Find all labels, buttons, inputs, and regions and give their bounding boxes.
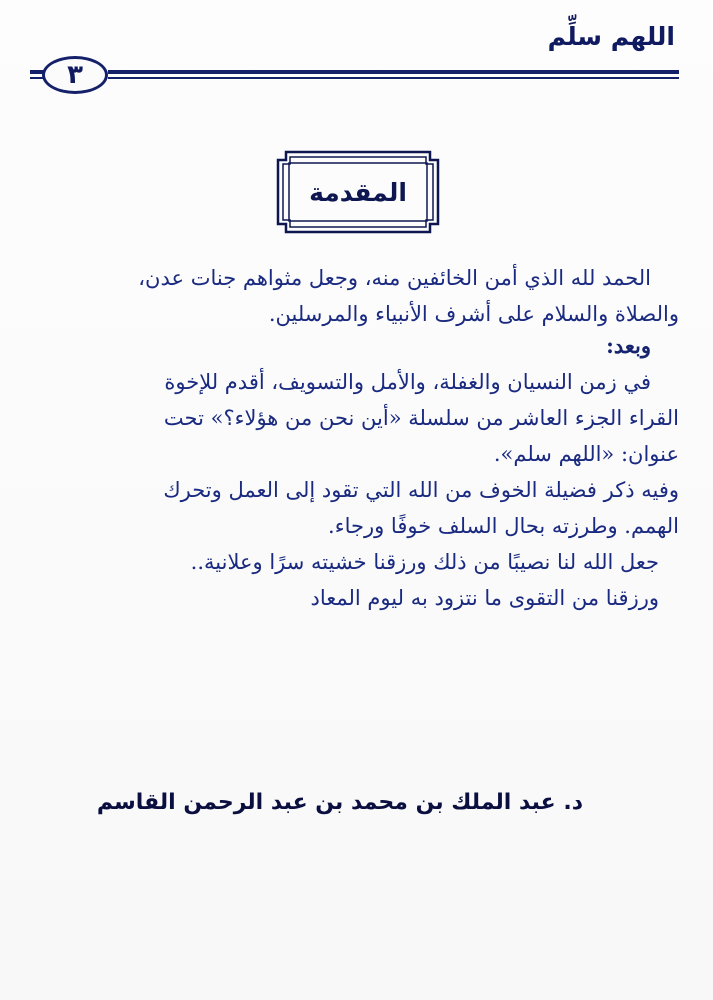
body-line-10: ورزقنا من التقوى ما نتزود به ليوم المعاد [310, 586, 659, 610]
running-title: اللهم سلِّم [547, 22, 675, 51]
section-title: المقدمة [309, 177, 407, 207]
body-line-1: الحمد لله الذي أمن الخائفين منه، وجعل مثواهم جنات عدن، [138, 266, 651, 290]
header-rule-thin [108, 77, 679, 79]
body-line-7: وفيه ذكر فضيلة الخوف من الله التي تقود إلى العمل وتحرك [163, 478, 679, 502]
body-line-5: القراء الجزء العاشر من سلسلة «أين نحن من هؤلاء؟» تحت [163, 406, 679, 430]
body-line-9: جعل الله لنا نصيبًا من ذلك ورزقنا خشيته سرًا وعلانية.. [190, 550, 659, 574]
body-line-3: وبعد: [606, 333, 651, 358]
body-line-6: عنوان: «اللهم سلم». [493, 442, 679, 466]
body-line-8: الهمم. وطرزته بحال السلف خوفًا ورجاء. [328, 514, 679, 538]
body-text [34, 262, 679, 614]
body-line-2: والصلاة والسلام على أشرف الأنبياء والمرسلين. [268, 302, 679, 326]
author-signature: د. عبد الملك بن محمد بن عبد الرحمن القاسم [96, 790, 583, 815]
section-title-frame [276, 150, 440, 234]
page-number: ٣ [42, 56, 108, 94]
header-rule-thick [108, 70, 679, 74]
body-line-4: في زمن النسيان والغفلة، والأمل والتسويف، أقدم للإخوة [164, 370, 651, 394]
